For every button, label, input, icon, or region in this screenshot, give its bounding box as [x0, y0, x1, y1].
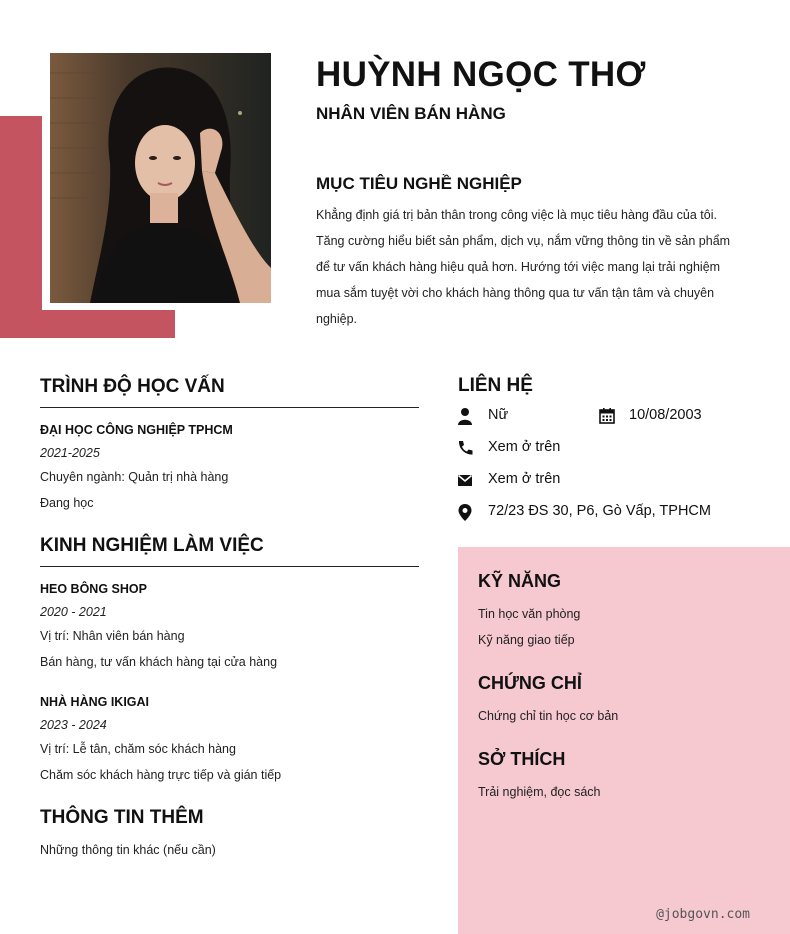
- education-period: 2021-2025: [40, 446, 100, 460]
- job-position: Vị trí: Lễ tân, chăm sóc khách hàng: [40, 742, 236, 756]
- education-section: [40, 376, 419, 518]
- experience-section: [40, 535, 419, 797]
- objective-text: [316, 202, 746, 332]
- job-description: Bán hàng, tư vấn khách hàng tại cửa hàng: [40, 655, 278, 669]
- job-period: 2020 - 2021: [40, 605, 107, 619]
- job-company: NHÀ HÀNG IKIGAI: [40, 695, 150, 709]
- experience-heading: KINH NGHIỆM LÀM VIỆC: [40, 535, 264, 556]
- skills-panel: [458, 547, 790, 934]
- phone-icon: [456, 439, 474, 457]
- accent-bar-horizontal: [0, 310, 175, 338]
- school-name: ĐẠI HỌC CÔNG NGHIỆP TPHCM: [40, 423, 233, 437]
- candidate-name: HUỲNH NGỌC THƠ: [316, 55, 646, 94]
- contact-email: Xem ở trên: [488, 471, 561, 487]
- objective-line: Khẳng định giá trị bản thân trong công việc là mục tiêu hàng đầu của tôi.: [316, 208, 717, 222]
- skills-heading: KỸ NĂNG: [478, 571, 562, 591]
- contact-heading: LIÊN HỆ: [458, 375, 533, 396]
- education-heading: TRÌNH ĐỘ HỌC VẤN: [40, 376, 225, 397]
- calendar-icon: [598, 407, 616, 425]
- education-status: Đang học: [40, 496, 94, 510]
- watermark: @jobgovn.com: [656, 907, 750, 922]
- contact-address: 72/23 ĐS 30, P6, Gò Vấp, TPHCM: [488, 503, 711, 519]
- hobby-item: Trải nghiệm, đọc sách: [478, 785, 601, 799]
- job-company: HEO BÔNG SHOP: [40, 582, 147, 596]
- location-pin-icon: [456, 503, 474, 521]
- extra-text: Những thông tin khác (nếu cần): [40, 843, 216, 857]
- hobbies-heading: SỞ THÍCH: [478, 749, 566, 769]
- accent-bar-vertical: [0, 116, 42, 338]
- objective-heading: MỤC TIÊU NGHỀ NGHIỆP: [316, 174, 522, 193]
- objective-line: để tư vấn khách hàng hiệu quả hơn. Hướng tới việc mang lại trải nghiệm: [316, 260, 721, 274]
- job-description: Chăm sóc khách hàng trực tiếp và gián tiếp: [40, 768, 282, 782]
- skill-item: Kỹ năng giao tiếp: [478, 633, 575, 647]
- mail-icon: [456, 471, 474, 489]
- objective-line: Tăng cường hiểu biết sản phẩm, dịch vụ, nắm vững thông tin về sản phẩm: [316, 234, 731, 248]
- contact-gender: Nữ: [488, 407, 509, 423]
- job-position: Vị trí: Nhân viên bán hàng: [40, 629, 185, 643]
- education-major: Chuyên ngành: Quản trị nhà hàng: [40, 470, 229, 484]
- certificates-heading: CHỨNG CHỈ: [478, 673, 582, 693]
- skill-item: Tin học văn phòng: [478, 607, 581, 621]
- objective-line: mua sắm tuyệt vời cho khách hàng thông qua tư vấn tận tâm và chuyên: [316, 286, 715, 300]
- objective-line: nghiệp.: [316, 312, 358, 326]
- job-period: 2023 - 2024: [40, 718, 107, 732]
- person-icon: [456, 407, 474, 425]
- extra-section: [40, 807, 419, 859]
- contact-phone: Xem ở trên: [488, 439, 561, 455]
- extra-heading: THÔNG TIN THÊM: [40, 807, 204, 828]
- contact-birthday: 10/08/2003: [629, 407, 702, 423]
- profile-photo: [50, 53, 271, 303]
- certificate-item: Chứng chỉ tin học cơ bản: [478, 709, 619, 723]
- candidate-job-title: NHÂN VIÊN BÁN HÀNG: [316, 104, 506, 123]
